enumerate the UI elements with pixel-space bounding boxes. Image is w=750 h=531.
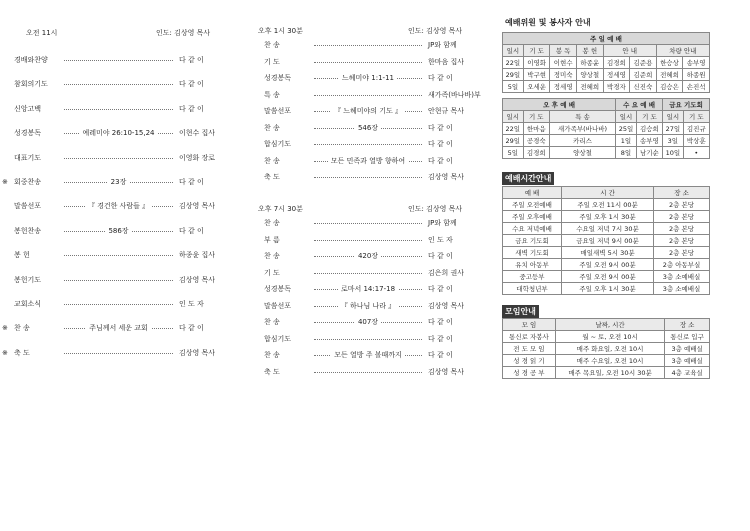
evening-item — [252, 284, 490, 294]
order-detail: 로마서 14:17-18 — [338, 284, 398, 294]
afternoon-leader: 인도: 김상영 목사 — [408, 27, 463, 35]
order-detail: 23장 — [108, 177, 130, 187]
table-cell: 전혜희 — [656, 69, 683, 81]
table-row — [503, 247, 710, 259]
table-cell: 김진규 — [683, 123, 709, 135]
order-person: 다 같 이 — [428, 140, 453, 148]
order-label: 봉헌찬송 — [14, 226, 42, 235]
table-row — [503, 199, 710, 211]
table-row — [503, 147, 710, 159]
table-cell: 손진석 — [683, 81, 710, 93]
order-label: 찬 송 — [264, 123, 280, 132]
order-person: 김상영 목사 — [179, 348, 216, 357]
table-cell: 주일 오후 1시 30분 — [562, 283, 654, 295]
meetings-table — [502, 318, 710, 379]
column-header: 모 임 — [503, 319, 556, 331]
table-cell: 카리스 — [549, 135, 615, 147]
column-header: 봉 독 — [550, 45, 577, 57]
order-label: 기 도 — [264, 57, 280, 66]
order-label: 특 송 — [264, 90, 280, 99]
wednesday-band: 수 요 예 배 — [616, 99, 663, 111]
morning-item — [2, 275, 245, 285]
order-person: 이영화 장로 — [179, 153, 216, 162]
order-detail: 주님께서 세운 교회 — [86, 323, 151, 333]
evening-item — [252, 367, 490, 377]
table-cell: 유치 아동부 — [503, 259, 562, 271]
morning-item — [2, 104, 245, 114]
order-label: 합심기도 — [264, 140, 292, 148]
column-header: 봉 헌 — [577, 45, 604, 57]
column-header: 차량 안내 — [656, 45, 709, 57]
order-person: 다 같 이 — [428, 285, 453, 293]
order-label: 교회소식 — [14, 300, 42, 308]
order-person: 다 같 이 — [428, 351, 453, 359]
table-cell: 22일 — [503, 57, 524, 69]
table-cell: 매주 목요일, 오전 10시 30분 — [555, 367, 664, 379]
meetings-title: 모임안내 — [502, 305, 539, 318]
order-person: 한마음 집사 — [428, 57, 465, 66]
table-row — [503, 367, 710, 379]
table-cell: 남기순 — [636, 147, 662, 159]
order-detail: 586장 — [105, 226, 131, 236]
table-cell: 김준용 — [630, 57, 657, 69]
column-header: 날짜, 시간 — [555, 319, 664, 331]
afternoon-item — [252, 90, 490, 100]
table-cell: 대학청년부 — [503, 283, 562, 295]
order-label: 봉 헌 — [14, 251, 30, 260]
order-detail: 546장 — [355, 123, 381, 133]
table-cell: 송부영 — [683, 57, 710, 69]
morning-item — [2, 323, 245, 333]
order-person: 다 같 이 — [179, 324, 204, 333]
table-cell: 박상훈 — [683, 135, 709, 147]
table-row — [503, 123, 710, 135]
order-detail: 『 하나님 나라 』 — [338, 301, 399, 311]
evening-item — [252, 350, 490, 360]
friday-band: 금요 기도회 — [663, 99, 710, 111]
morning-item — [2, 79, 245, 89]
table-cell: 29일 — [503, 69, 524, 81]
table-cell: 새가족부(바나바) — [549, 123, 615, 135]
table-cell: 주일 오전 9시 00분 — [562, 259, 654, 271]
table-cell: 2층 아동부실 — [654, 259, 710, 271]
afternoon-item — [252, 40, 490, 50]
morning-time: 오전 11시 — [26, 29, 58, 37]
table-cell: 박구현 — [523, 69, 550, 81]
order-person: 새가족(바나바)부 — [428, 90, 481, 99]
morning-item — [2, 348, 245, 358]
order-label: 찬 송 — [264, 252, 280, 260]
column-header: 일시 — [503, 45, 524, 57]
order-person: 안현규 목사 — [428, 107, 465, 115]
column-header: 기 도 — [523, 111, 549, 123]
table-cell: 전혜희 — [577, 81, 604, 93]
table-cell: • — [683, 147, 709, 159]
table-cell: 2층 본당 — [654, 211, 710, 223]
table-cell: 통신로 자봉사 — [503, 331, 556, 343]
table-cell: 22일 — [503, 123, 524, 135]
evening-leader: 인도: 김상영 목사 — [408, 205, 463, 213]
table-cell: 2층 본당 — [654, 235, 710, 247]
table-cell: 양상철 — [577, 69, 604, 81]
table-cell: 신진숙 — [630, 81, 657, 93]
evening-item — [252, 268, 490, 278]
order-person: 다 같 이 — [179, 104, 204, 113]
afternoon-item — [252, 172, 490, 182]
column-header: 기 도 — [523, 45, 550, 57]
sunday-band: 주 일 예 배 — [503, 33, 710, 45]
table-cell: 김승희 — [636, 123, 662, 135]
evening-item — [252, 317, 490, 327]
order-label: 신앙고백 — [14, 104, 42, 113]
morning-item — [2, 55, 245, 65]
order-person: 다 같 이 — [428, 156, 453, 165]
column-header: 예 배 — [503, 187, 562, 199]
table-cell: 3층 예배실 — [665, 343, 710, 355]
order-person: 김은희 권사 — [428, 268, 465, 277]
order-person: 다 같 이 — [179, 226, 204, 235]
table-cell: 정세영 — [550, 81, 577, 93]
table-cell: 주일 오전 9시 00분 — [562, 271, 654, 283]
table-cell: 성 경 공 부 — [503, 367, 556, 379]
order-label: 축 도 — [264, 367, 280, 376]
sunday-volunteers-table — [502, 32, 710, 93]
order-person: 김상영 목사 — [428, 367, 465, 376]
order-label: 말씀선포 — [264, 301, 292, 310]
table-row — [503, 331, 710, 343]
order-label: 말씀선포 — [264, 107, 292, 115]
order-person: 다 같 이 — [179, 56, 204, 64]
table-cell: 3층 소예배실 — [654, 271, 710, 283]
column-header: 일시 — [503, 111, 524, 123]
table-cell: 3층 소예배실 — [654, 283, 710, 295]
table-cell: 이영화 — [523, 57, 550, 69]
order-label: 성경봉독 — [14, 129, 42, 138]
order-person: 김상영 목사 — [179, 202, 216, 211]
order-detail: 『 경건한 사람들 』 — [85, 201, 152, 211]
order-detail: 모든 열방 주 볼때까지 — [331, 350, 405, 360]
table-cell: 양상철 — [549, 147, 615, 159]
table-cell: 주일 오전예배 — [503, 199, 562, 211]
table-row — [503, 235, 710, 247]
order-label: 찬 송 — [264, 219, 280, 227]
order-person: 다 같 이 — [428, 74, 453, 82]
order-label: 대표기도 — [14, 153, 42, 162]
order-label: 찬 송 — [264, 351, 280, 359]
schedule-title: 예배시간안내 — [502, 172, 554, 185]
table-cell: 매주 화요일, 오전 10시 — [555, 343, 664, 355]
table-cell: 전 도 모 임 — [503, 343, 556, 355]
order-label: 성경봉독 — [264, 74, 292, 82]
table-row — [503, 271, 710, 283]
table-cell: 공경숙 — [523, 135, 549, 147]
order-detail: 407장 — [355, 317, 381, 327]
afternoon-item — [252, 123, 490, 133]
evening-item — [252, 334, 490, 344]
volunteers-title: 예배위원 및 봉사자 안내 — [505, 18, 591, 27]
required-mark: ※ — [2, 348, 8, 357]
order-label: 찬 송 — [264, 318, 280, 326]
evening-item — [252, 251, 490, 261]
order-person: 인 도 자 — [428, 235, 453, 244]
afternoon-item — [252, 57, 490, 67]
order-person: JP와 함께 — [428, 41, 457, 49]
order-person: 다 같 이 — [179, 80, 204, 89]
table-cell: 8일 — [616, 147, 637, 159]
afternoon-item — [252, 139, 490, 149]
table-row — [503, 283, 710, 295]
column-header: 일시 — [663, 111, 684, 123]
table-row — [503, 355, 710, 367]
column-header: 기 도 — [636, 111, 662, 123]
table-cell: 5일 — [503, 81, 524, 93]
table-cell: 정세영 — [603, 69, 630, 81]
table-cell: 김경희 — [523, 147, 549, 159]
table-cell: 2층 본당 — [654, 223, 710, 235]
table-cell: 통신로 입구 — [665, 331, 710, 343]
morning-item — [2, 201, 245, 211]
afternoon-item — [252, 106, 490, 116]
afternoon-time: 오후 1시 30분 — [258, 27, 303, 35]
table-cell: 5일 — [503, 147, 524, 159]
order-label: 경배와찬양 — [14, 56, 48, 64]
table-cell: 3일 — [663, 135, 684, 147]
morning-item — [2, 177, 245, 187]
column-header: 장 소 — [654, 187, 710, 199]
table-cell: 1일 — [616, 135, 637, 147]
order-label: 말씀선포 — [14, 202, 42, 211]
evening-time: 오후 7시 30분 — [258, 205, 303, 213]
table-cell: 이현수 — [550, 57, 577, 69]
table-cell: 2층 본당 — [654, 247, 710, 259]
order-label: 축 도 — [264, 173, 280, 181]
morning-item — [2, 250, 245, 260]
table-row — [503, 259, 710, 271]
table-cell: 주일 오후 1시 30분 — [562, 211, 654, 223]
table-cell: 송부영 — [636, 135, 662, 147]
table-cell: 29일 — [503, 135, 524, 147]
order-label: 축 도 — [14, 348, 30, 357]
table-cell: 하종원 — [683, 69, 710, 81]
schedule-table — [502, 186, 710, 295]
order-person: 인 도 자 — [179, 300, 204, 308]
order-person: 다 같 이 — [428, 318, 453, 326]
table-row — [503, 81, 710, 93]
table-cell: 한승상 — [656, 57, 683, 69]
afternoon-item — [252, 156, 490, 166]
table-cell: 27일 — [663, 123, 684, 135]
order-label: 합심기도 — [264, 334, 292, 343]
table-cell: 25일 — [616, 123, 637, 135]
table-cell: 성 경 읽 기 — [503, 355, 556, 367]
table-cell: 박경자 — [603, 81, 630, 93]
table-cell: 중고등부 — [503, 271, 562, 283]
morning-item — [2, 226, 245, 236]
table-cell: 수요 저녁예배 — [503, 223, 562, 235]
table-cell: 김승은 — [656, 81, 683, 93]
evening-item — [252, 235, 490, 245]
table-cell: 주일 오후예배 — [503, 211, 562, 223]
order-label: 찬 송 — [14, 324, 30, 333]
order-person: 다 같 이 — [428, 252, 453, 260]
table-cell: 매주 수요일, 오전 10시 — [555, 355, 664, 367]
required-mark: ※ — [2, 324, 8, 333]
column-header: 일시 — [616, 111, 637, 123]
order-detail: 예레미야 26:10-15,24 — [79, 128, 157, 138]
table-cell: 오세운 — [523, 81, 550, 93]
afternoon-band: 오 후 예 배 — [503, 99, 616, 111]
table-row — [503, 223, 710, 235]
morning-leader: 인도: 김상영 목사 — [156, 29, 211, 37]
table-row — [503, 69, 710, 81]
table-cell: 10일 — [663, 147, 684, 159]
order-person: 하종윤 집사 — [179, 251, 216, 260]
order-label: 찬 송 — [264, 41, 280, 49]
order-detail: 모든 민족과 열방 향하여 — [328, 156, 408, 166]
order-detail: 420장 — [355, 251, 381, 261]
table-cell: 수요일 저녁 7시 30분 — [562, 223, 654, 235]
table-cell: 김준희 — [630, 69, 657, 81]
order-person: 김상영 목사 — [179, 275, 216, 284]
order-label: 참회의기도 — [14, 80, 48, 89]
table-cell: 2층 본당 — [654, 199, 710, 211]
evening-item — [252, 218, 490, 228]
order-label: 봉헌기도 — [14, 275, 42, 284]
table-row — [503, 135, 710, 147]
table-cell: 4층 교육실 — [665, 367, 710, 379]
order-label: 회중찬송 — [14, 178, 42, 186]
table-row — [503, 343, 710, 355]
order-person: 김상영 목사 — [428, 173, 465, 181]
order-person: 다 같 이 — [428, 123, 453, 132]
other-volunteers-table — [502, 98, 710, 159]
table-cell: 매일새벽 5시 30분 — [562, 247, 654, 259]
afternoon-item — [252, 73, 490, 83]
morning-item — [2, 128, 245, 138]
morning-item — [2, 153, 245, 163]
column-header: 장 소 — [665, 319, 710, 331]
table-row — [503, 57, 710, 69]
order-person: 다 같 이 — [428, 334, 453, 343]
order-label: 찬 송 — [264, 156, 280, 165]
column-header: 안 내 — [603, 45, 656, 57]
table-cell: 3층 예배실 — [665, 355, 710, 367]
table-row — [503, 211, 710, 223]
column-header: 특 송 — [549, 111, 615, 123]
table-cell: 새벽 기도회 — [503, 247, 562, 259]
order-person: 다 같 이 — [179, 178, 204, 186]
order-detail: 『 느헤미야의 기도 』 — [331, 106, 405, 116]
order-person: 김상영 목사 — [428, 301, 465, 310]
table-cell: 금요 기도회 — [503, 235, 562, 247]
order-person: JP와 함께 — [428, 219, 457, 227]
morning-item — [2, 299, 245, 309]
order-person: 이현수 집사 — [179, 129, 216, 138]
order-detail: 느헤미야 1:1-11 — [339, 73, 397, 83]
required-mark: ※ — [2, 178, 8, 186]
table-cell: 월 ~ 토, 오전 10시 — [555, 331, 664, 343]
table-cell: 금요일 저녁 9시 00분 — [562, 235, 654, 247]
order-label: 기 도 — [264, 268, 280, 277]
table-cell: 정미숙 — [550, 69, 577, 81]
column-header: 시 간 — [562, 187, 654, 199]
table-cell: 하종윤 — [577, 57, 604, 69]
order-label: 성경봉독 — [264, 285, 292, 293]
table-cell: 주일 오전 11시 00분 — [562, 199, 654, 211]
column-header: 기 도 — [683, 111, 709, 123]
order-label: 부 름 — [264, 235, 280, 244]
table-cell: 김경희 — [603, 57, 630, 69]
table-cell: 한마음 — [523, 123, 549, 135]
evening-item — [252, 301, 490, 311]
